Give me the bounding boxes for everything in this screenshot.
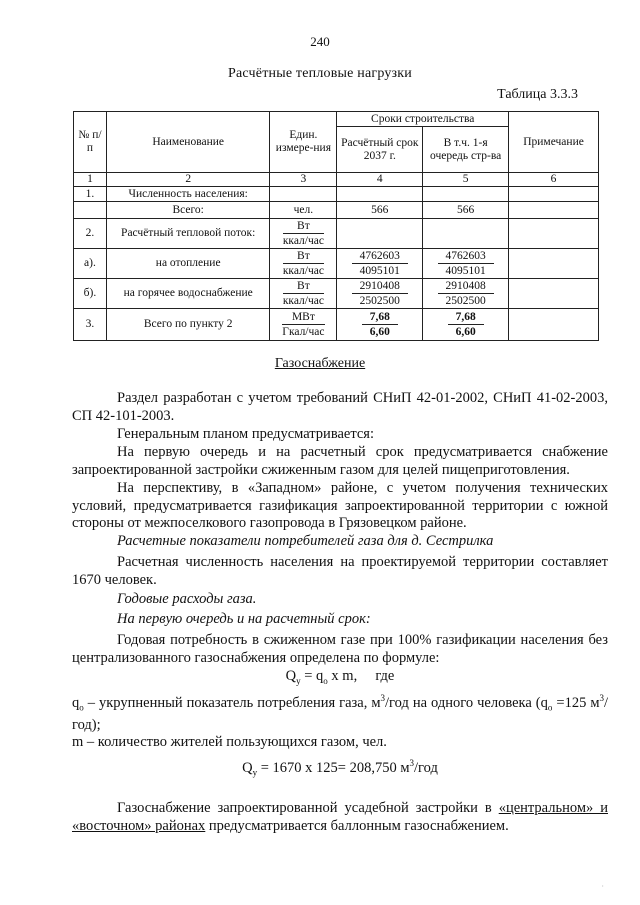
colnum-2: 2 <box>106 173 270 187</box>
row-unit: $\frac{\text{МВт}}{\text{Гкал/час}}$ <box>270 309 337 341</box>
colnum-5: 5 <box>423 173 509 187</box>
header-first-stage: В т.ч. 1-я очередь стр-ва <box>423 127 509 173</box>
colnum-1: 1 <box>74 173 107 187</box>
paragraph: Генеральным планом предусматривается: <box>117 426 374 442</box>
definition-m: m – количество жителей пользующихся газом, чел. <box>72 734 387 750</box>
row-name: на горячее водоснабжение <box>106 279 270 309</box>
row-unit: $\frac{Вт}{\text{ккал/час}}$ <box>270 249 337 279</box>
heat-loads-table <box>73 111 599 341</box>
row-name: на отопление <box>106 249 270 279</box>
value-calc: $\frac{7,68}{6,60}$ <box>337 309 423 341</box>
row-unit: $\frac{Вт}{\text{ккал/час}}$ <box>270 219 337 249</box>
value-calc: $\frac{2910408}{2502500}$ <box>337 279 423 309</box>
value-calc: 566 <box>337 202 423 219</box>
header-num: № п/п <box>74 112 107 173</box>
row-num: 2. <box>74 219 107 249</box>
header-calc-term: Расчётный срок 2037 г. <box>337 127 423 173</box>
row-num: б). <box>74 279 107 309</box>
table-title: Расчётные тепловые нагрузки <box>228 66 412 81</box>
paragraph: Раздел разработан с учетом требований СНиП 42-01-2002, СНиП 41-02-2003, СП 42-101-2003. <box>72 390 608 424</box>
definition-q: $q_о$ – укрупненный показатель потребления газа, $м^3$/год на одного человека ($q_о =125$ $м^3/год$); <box>72 693 609 734</box>
colnum-4: 4 <box>337 173 423 187</box>
header-unit: Един. измере-ния <box>270 112 337 173</box>
section-title: Газоснабжение <box>274 356 366 371</box>
page-number: 240 <box>310 34 330 49</box>
paragraph: На первую очередь и на расчетный срок предусматривается снабжение запроектированной застройки сжиженным газом для целей пищеприготовления. <box>72 444 608 478</box>
value-first: $\frac{2910408}{2502500}$ <box>423 279 509 309</box>
row-num: 3. <box>74 309 107 341</box>
colnum-6: 6 <box>509 173 599 187</box>
row-name: Расчётный тепловой поток: <box>106 219 270 249</box>
row-num: 1. <box>74 187 107 202</box>
paragraph: Расчетная численность населения на проектируемой территории составляет 1670 человек. <box>72 554 608 588</box>
header-note: Примечание <box>509 112 599 173</box>
header-terms: Сроки строительства <box>337 112 509 127</box>
value-first: 566 <box>423 202 509 219</box>
paragraph-italic: Годовые расходы газа. <box>117 591 257 607</box>
districts-link: «центральном» и «восточном» районах <box>72 800 608 834</box>
row-name: Всего по пункту 2 <box>106 309 270 341</box>
formula-2: $Q_у = 1670$ x 125= 208,750 $м^3$/год <box>242 758 438 778</box>
colnum-3: 3 <box>270 173 337 187</box>
paragraph-italic: Расчетные показатели потребителей газа для д. Сестрилка <box>117 533 494 549</box>
paragraph: Газоснабжение запроектированной усадебной застройки в «центральном» и «восточном» районах предусматривается баллонным газоснабжением. <box>72 800 608 834</box>
row-name: Численность населения: <box>106 187 270 202</box>
paragraph: Годовая потребность в сжиженном газе при 100% газификации населения без централизованного газоснабжения определена по формуле: <box>72 632 608 666</box>
scan-mark: · <box>601 882 604 891</box>
formula-1: $Q_у = q_о$ x m, где <box>285 668 395 686</box>
table-label: Таблица 3.3.3 <box>497 87 578 102</box>
value-calc: $\frac{4762603}{4095101}$ <box>337 249 423 279</box>
row-name: Всего: <box>106 202 270 219</box>
row-unit: $\frac{Вт}{\text{ккал/час}}$ <box>270 279 337 309</box>
paragraph-italic: На первую очередь и на расчетный срок: <box>117 611 371 627</box>
value-first: $\frac{7,68}{6,60}$ <box>423 309 509 341</box>
paragraph: На перспективу, в «Западном» районе, с учетом получения технических условий, предусматривается газификация запроектированной территории с южной стороны от межпоселкового газопровода в Грязовецком районе. <box>72 480 608 531</box>
row-unit: чел. <box>270 202 337 219</box>
header-name: Наименование <box>106 112 270 173</box>
value-first: $\frac{4762603}{4095101}$ <box>423 249 509 279</box>
row-num: а). <box>74 249 107 279</box>
